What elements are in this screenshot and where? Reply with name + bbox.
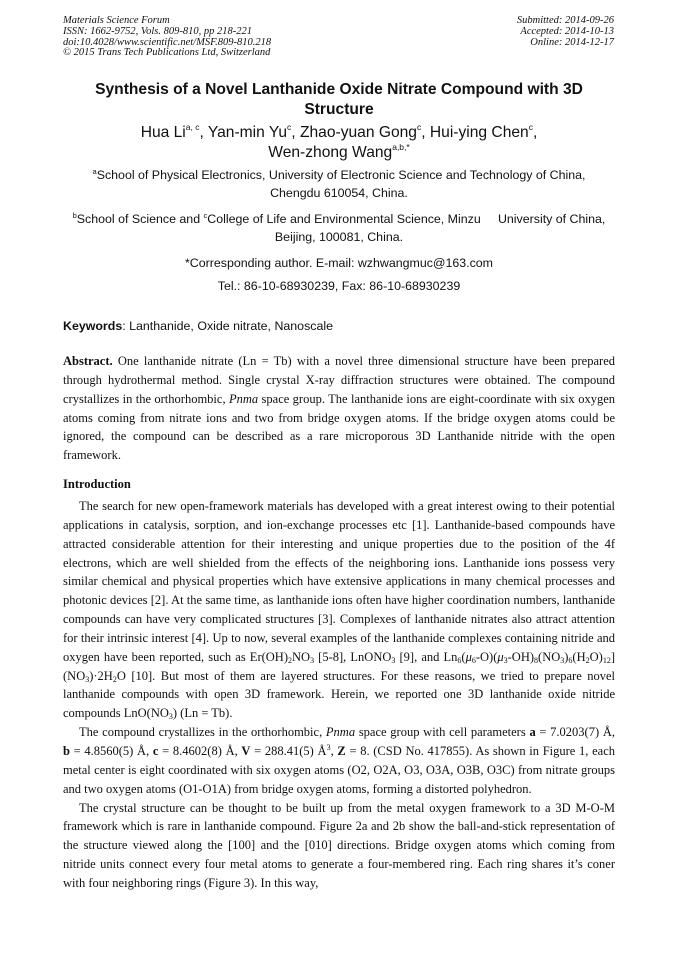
introduction-body <box>63 497 615 893</box>
author-affiliation-mark: c <box>416 122 422 132</box>
author-affiliation-mark: a, c <box>185 122 200 132</box>
corresponding-author: *Corresponding author. E-mail: wzhwangmuc@163.com <box>184 256 494 270</box>
keywords-text: : Lanthanide, Oxide nitrate, Nanoscale <box>122 319 333 333</box>
abstract-label: Abstract. <box>63 354 113 368</box>
doi-line: doi:10.4028/www.scientific.net/MSF.809-810.218 <box>63 36 272 48</box>
affiliation-city: Chengdu 610054, China. <box>270 186 408 200</box>
section-heading-introduction: Introduction <box>63 477 131 491</box>
paragraph: The compound crystallizes in the orthorhombic, Pnma space group with cell parameters a = 7.0203(7) Å, b = 4.8560(5) Å, c = 8.4602(8) Å, V = 288.41(5) $Å^3$, Z = 8. (CSD No. 417855). As shown in Figure 1, each metal center is eight coordinated with six oxygen atoms (O2, O2A, O3, O3A, O3B, O3C) from nitrate groups and two oxygen atoms (O1-O1A) from bridge oxygen atoms, forming a distorted polyhedron. <box>63 725 616 796</box>
abstract: Abstract. One lanthanide nitrate (Ln = Tb) with a novel three dimensional structure have been prepared through hydrothermal method. Single crystal X-ray diffraction structures were obtained. The compound crystallizes in the orthorhombic, Pnma space group. The lanthanide ions are eight-coordinate with six oxygen atoms coming from nitrate ions and two from bridge oxygen atoms. If the bridge oxygen atoms could be ignored, the compound can be described as a rare microporous 3D Lanthanide nitride with the open framework. <box>63 354 616 463</box>
affiliation-text: School of Physical Electronics, University of Electronic Science and Technology of China, <box>96 168 586 182</box>
affiliation-text: University of China, <box>497 212 606 226</box>
phone-fax: Tel.: 86-10-68930239, Fax: 86-10-68930239 <box>217 279 461 293</box>
affiliation-mark: a <box>92 167 97 176</box>
affiliation-mark: b <box>72 211 77 220</box>
online-date: Online: 2014-12-17 <box>530 36 614 48</box>
author-name: Wen-zhong Wang <box>268 144 393 161</box>
paragraph: The crystal structure can be thought to be built up from the metal oxygen framework to a 3D M-O-M framework which is rare in lanthanide compound. Figure 2a and 2b show the ball-and-stick representation of the structure viewed along the [100] and the [010] directions. Bridge oxygen atoms which coming from nitride units connect every four metal atoms to generate a four-membered ring. Each ring shares it’s coner with four neighboring rings (Figure 3). In this way, <box>63 800 615 890</box>
author-line-2 <box>63 143 615 163</box>
submitted-date: Submitted: 2014-09-26 <box>516 15 614 26</box>
affiliation-text: School of Science and <box>76 212 201 226</box>
paragraph: The search for new open-framework materials has developed with a great interest owing to their potential applications in catalysis, sorption, and ion-exchange processes etc [1]. Lanthanide-based compounds have attracted considerable attention for their interesting and unique properties due to the position of the 4f electrons, which are well shielded from the effects of the neighboring ions. Lanthanide ions possess very similar chemical and physical properties which have extensive applications in many chemical processes and photonic devices [2]. At the same time, as lanthanide ions often have higher coordination numbers, lanthanide compounds can have very complicated structures [3]. Complexes of lanthanide nitrates also attract attention for their intrinsic interest [4]. Up to now, several examples of the lanthanide complexes containing nitride and oxygen have been reported, such as $Er(OH)_2NO_3$ [5-8], LnONO$_3$ [9], and $Ln_6(\mu_6-O)(\mu_3-OH)_8(NO_3)_6(H_2O)_{12}$] $(NO_3)\cdot 2H_2O$ [10]. But most of them are layered structures. For these reasons, we tried to prepare novel lanthanide compounds with open 3D framework. Herein, we reported one 3D lanthanide oxide nitride compounds $LnO(NO_3) (Ln = Tb)$. <box>63 499 615 722</box>
title-line-2: Structure <box>304 101 374 118</box>
author-affiliation-mark: a,b,* <box>392 142 410 152</box>
journal-name: Materials Science Forum <box>63 15 170 26</box>
author-name: Hui-ying Chen <box>429 124 529 141</box>
accepted-date: Accepted: 2014-10-13 <box>520 25 614 37</box>
affiliation-a <box>63 166 615 202</box>
copyright-line: © 2015 Trans Tech Publications Ltd, Switzerland <box>63 47 271 59</box>
issn-line: ISSN: 1662-9752, Vols. 809-810, pp 218-221 <box>63 25 252 37</box>
affiliation-city: Beijing, 100081, China. <box>274 230 404 244</box>
affiliation-b <box>63 210 615 246</box>
title-line-1: Synthesis of a Novel Lanthanide Oxide Nitrate Compound with 3D <box>95 81 583 98</box>
author-list <box>63 123 615 163</box>
author-name: Zhao-yuan Gong <box>299 124 417 141</box>
author-line-1: Hua Li$^{a, c}$, Yan-min Yu$^c$, Zhao-yuan Gong$^c$, Hui-ying Chen$^c$, <box>140 122 538 141</box>
author-affiliation-mark: c <box>528 122 533 132</box>
author-affiliation-mark: c <box>287 122 292 132</box>
journal-header-right <box>517 16 614 48</box>
affiliation-mark: c <box>203 211 208 220</box>
paper-title <box>63 80 615 120</box>
keywords-label: Keywords <box>63 319 123 333</box>
journal-header-left <box>63 16 271 59</box>
keywords <box>63 318 333 334</box>
author-name: Yan-min Yu <box>207 124 288 141</box>
author-name: Hua Li <box>140 124 186 141</box>
affiliation-text: College of Life and Environmental Science, Minzu <box>207 212 481 226</box>
